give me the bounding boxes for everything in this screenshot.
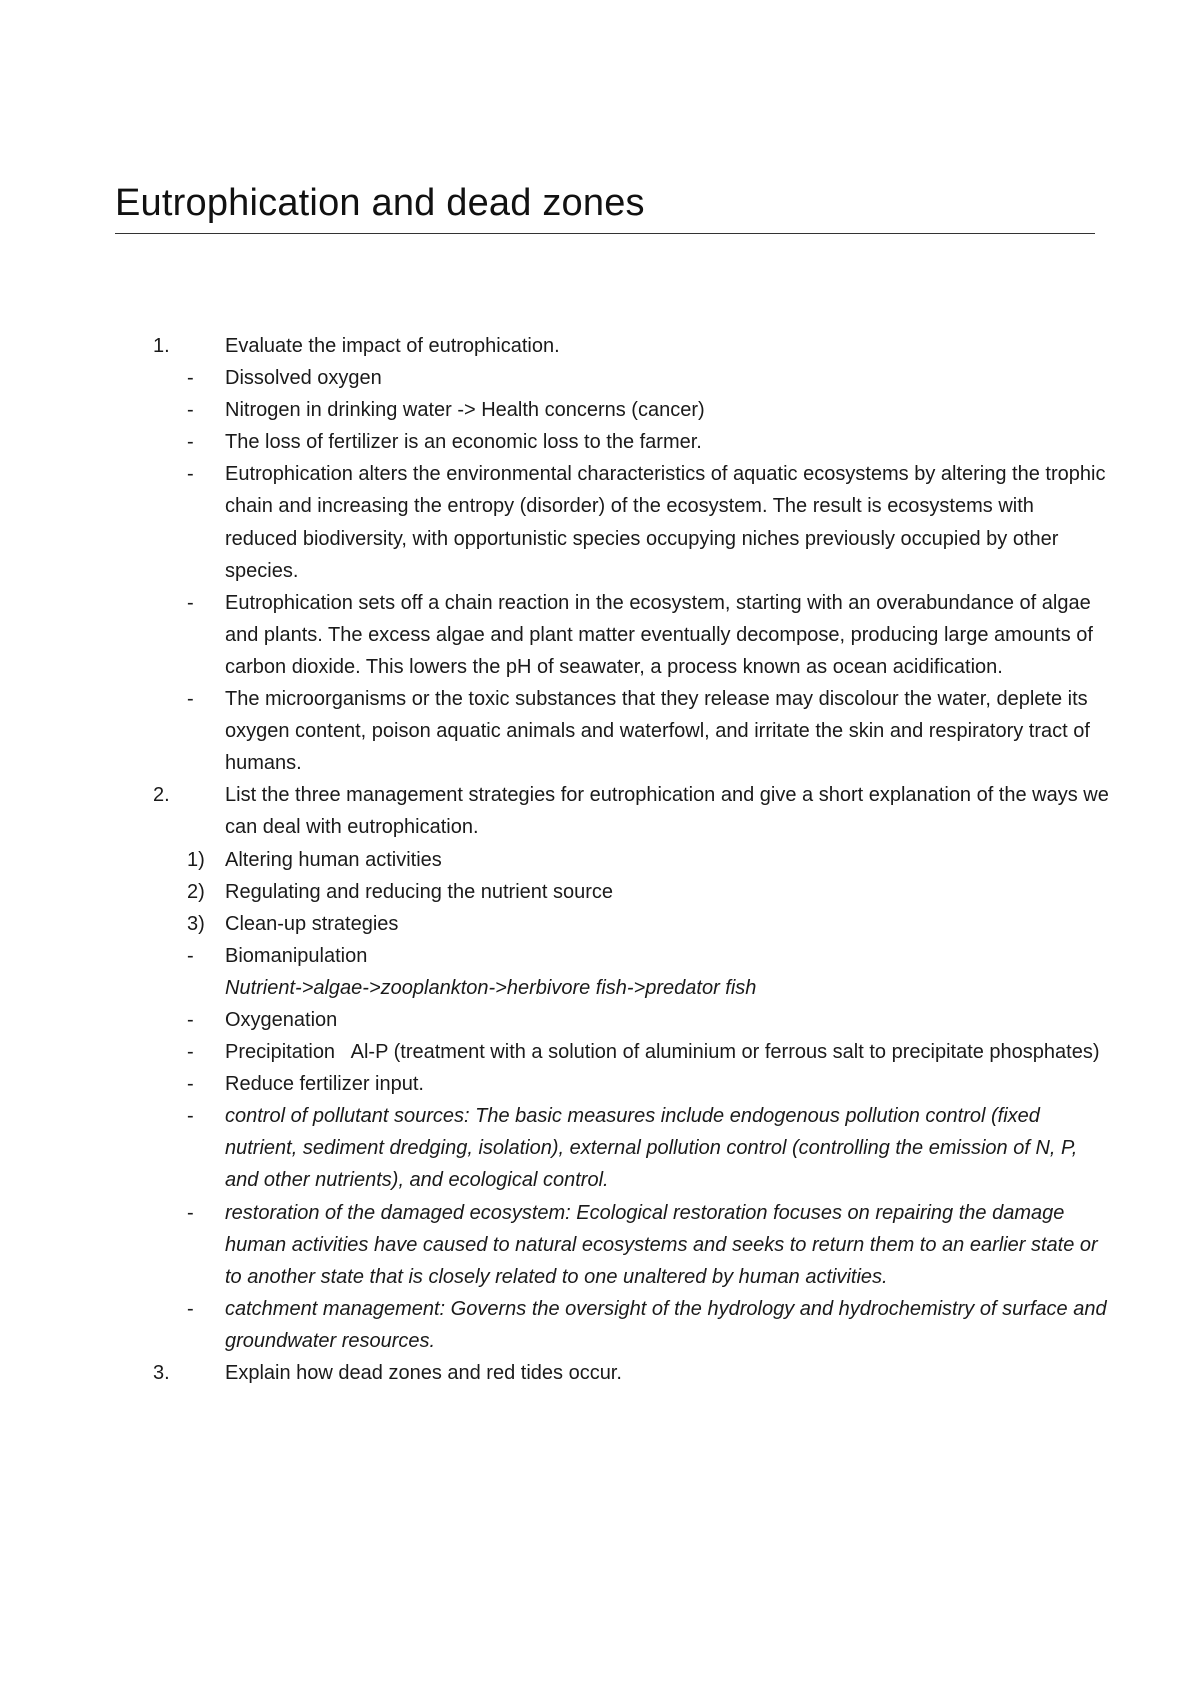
dash-bullet: -: [187, 688, 194, 711]
dash-bullet: -: [187, 399, 194, 422]
bullet-text: Eutrophication alters the environmental characteristics of aquatic ecosystems by altering the trophic chain and increasing the entropy (disorder) of the ecosystem. The result is ecosystems with reduced biodiversity, with opportunistic species occupying niches previously occupied by other species.: [225, 463, 1106, 582]
list-item: [150, 362, 1110, 394]
strategy-item: [150, 908, 1110, 940]
strategy-item: [150, 844, 1110, 876]
strategy-item: [150, 876, 1110, 908]
list-item: [150, 587, 1110, 683]
question-1: [150, 330, 1110, 362]
dash-bullet: -: [187, 367, 194, 390]
bullet-text: Dissolved oxygen: [225, 367, 382, 390]
strategy-number: 1): [187, 848, 205, 871]
food-chain-text: Nutrient->algae->zooplankton->herbivore fish->predator fish: [225, 976, 757, 999]
bullet-text: Biomanipulation: [225, 944, 368, 967]
bullet-text: Nitrogen in drinking water -> Health concerns (cancer): [225, 399, 705, 422]
bullet-text: Oxygenation: [225, 1008, 338, 1031]
document-title: Eutrophication and dead zones: [115, 182, 645, 224]
dash-bullet: -: [187, 1297, 194, 1320]
list-item: [150, 1293, 1110, 1357]
dash-bullet: -: [187, 431, 194, 454]
bullet-text: The microorganisms or the toxic substances that they release may discolour the water, deplete its oxygen content, poison aquatic animals and waterfowl, and irritate the skin and respiratory tract of humans.: [225, 688, 1090, 775]
bullet-text: Precipitation Al-P (treatment with a solution of aluminium or ferrous salt to precipitate phosphates): [225, 1041, 1100, 1064]
list-item: [150, 940, 1110, 972]
list-item: [150, 1197, 1110, 1293]
list-item: [150, 1100, 1110, 1196]
bullet-text: Reduce fertilizer input.: [225, 1073, 424, 1096]
dash-bullet: -: [187, 591, 194, 614]
dash-bullet: -: [187, 1105, 194, 1128]
strategy-text: Regulating and reducing the nutrient source: [225, 880, 614, 903]
list-item: [150, 683, 1110, 779]
dash-bullet: -: [187, 1008, 194, 1031]
bullet-text: Eutrophication sets off a chain reaction in the ecosystem, starting with an overabundance of algae and plants. The excess algae and plant matter eventually decompose, producing large amounts of carbon dioxide. This lowers the pH of seawater, a process known as ocean acidification.: [225, 591, 1093, 678]
dash-bullet: -: [187, 1201, 194, 1224]
list-item: [150, 426, 1110, 458]
question-number: 2.: [153, 784, 170, 807]
list-item: [150, 1036, 1110, 1068]
question-2: [150, 779, 1110, 843]
dash-bullet: -: [187, 944, 194, 967]
list-item: [150, 1068, 1110, 1100]
bullet-text: control of pollutant sources: The basic measures include endogenous pollution control (fixed nutrient, sediment dredging, isolation), external pollution control (controlling the emission of N, P, and other nutrients), and ecological control.: [225, 1105, 1078, 1192]
dash-bullet: -: [187, 463, 194, 486]
strategy-number: 2): [187, 880, 205, 903]
list-item: [150, 394, 1110, 426]
list-item: [150, 1004, 1110, 1036]
question-text: Evaluate the impact of eutrophication.: [225, 335, 560, 357]
food-chain-line: [150, 972, 1110, 1004]
question-text: Explain how dead zones and red tides occur.: [225, 1362, 622, 1384]
bullet-text: restoration of the damaged ecosystem: Ecological restoration focuses on repairing the damage human activities have caused to natural ecosystems and seeks to return them to an earlier state or to another state that is closely related to one unaltered by human activities.: [225, 1201, 1098, 1288]
title-underline: [115, 233, 1095, 234]
document-body: [150, 330, 1110, 1389]
bullet-text: catchment management: Governs the oversight of the hydrology and hydrochemistry of surface and groundwater resources.: [225, 1297, 1107, 1352]
question-text: List the three management strategies for eutrophication and give a short explanation of the ways we can deal with eutrophication.: [225, 784, 1109, 839]
strategy-text: Clean-up strategies: [225, 912, 399, 935]
question-number: 3.: [153, 1362, 170, 1384]
question-number: 1.: [153, 335, 170, 357]
strategy-text: Altering human activities: [225, 848, 442, 871]
strategy-number: 3): [187, 912, 205, 935]
list-item: [150, 458, 1110, 586]
dash-bullet: -: [187, 1073, 194, 1096]
bullet-text: The loss of fertilizer is an economic loss to the farmer.: [225, 431, 702, 454]
dash-bullet: -: [187, 1041, 194, 1064]
question-3: [150, 1357, 1110, 1389]
